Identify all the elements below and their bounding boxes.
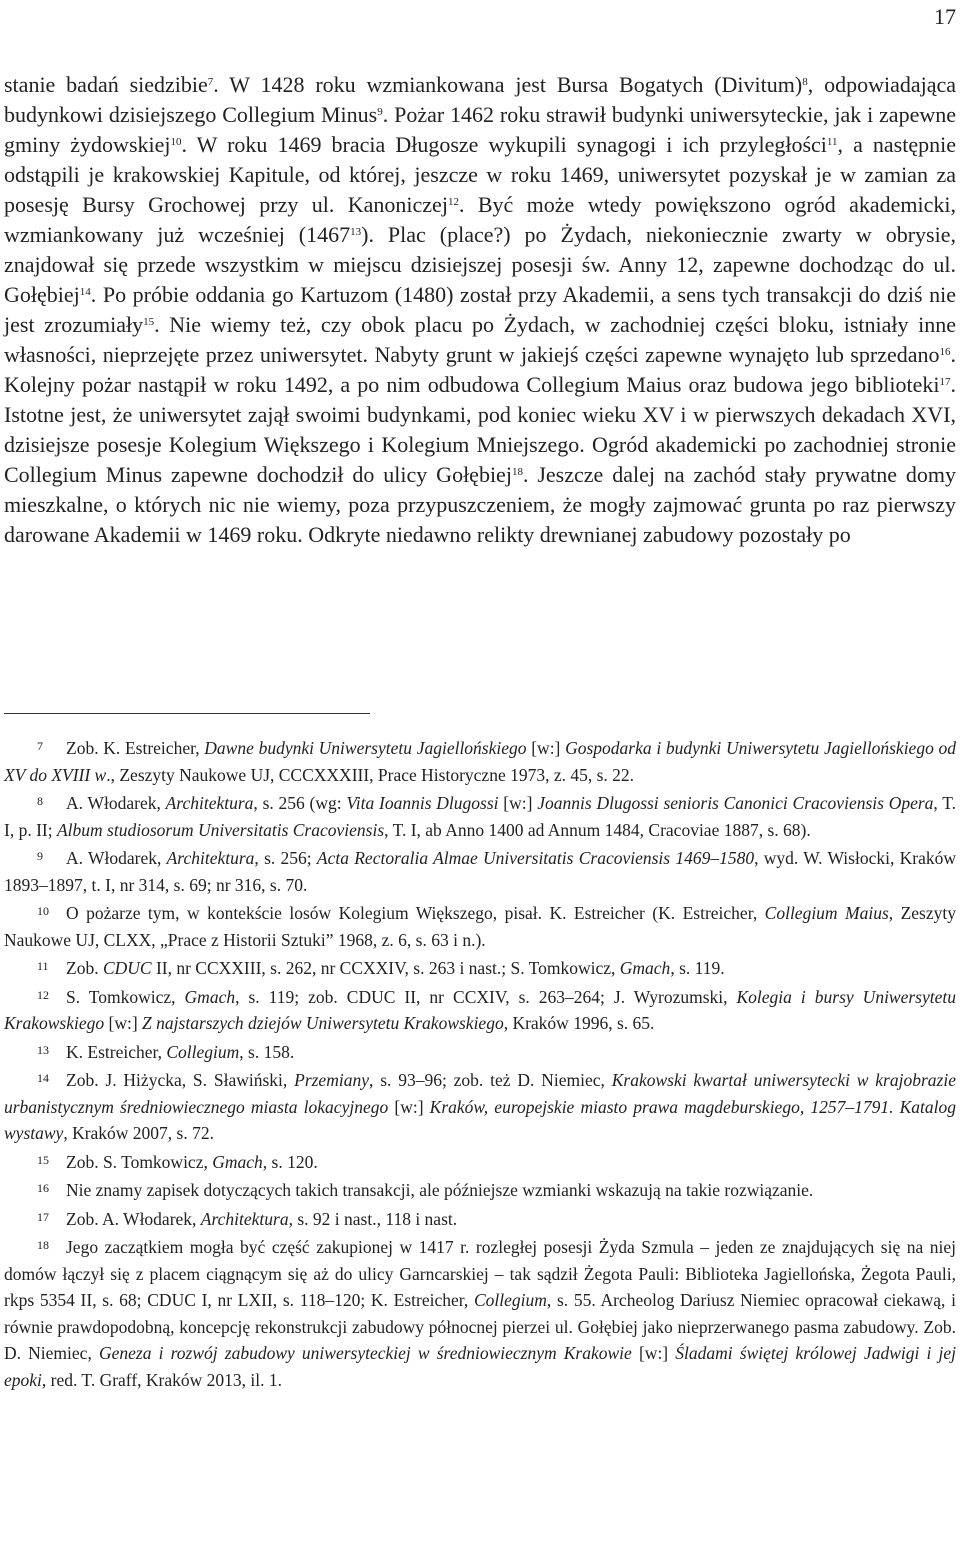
footnote-text: , s. 55. Archeolog Dariusz Niemiec opracował ciekawą, i równie prawdopodobną, koncepcję rekonstrukcji zabudowy północnej pierzei ul. Gołębiej jako nieprzerwanego pasma zabudowy. Zob. D. Niemiec, [4, 1290, 957, 1363]
footnote-text: Jego zaczątkiem mogła być część zakupionej w 1417 r. rozległej posesji Żyda Szmula – jeden ze znajdujących się na niej domów łączył się z placem ciągnącym się aż do ulicy Garncarskiej – tak sądził Żegota Pauli: Biblioteka Jagiellońska, Żegota Pauli, rkps 5354 II, s. 68; CDUC I, nr LXII, s. 118–120; K. Estreicher, [4, 1237, 956, 1310]
footnote-title: Z najstarszych dziejów Uniwersytetu Krakowskiego [142, 1013, 504, 1033]
footnote-title: Kraków, europejskie miasto prawa magdeburskiego, 1257–1791. Katalog wystawy [4, 1096, 956, 1143]
footnote-number: 9 [37, 849, 43, 863]
footnote-16 [4, 1175, 956, 1204]
footnote-number: 12 [37, 987, 49, 1002]
footnote-text: , s. 119; zob. CDUC II, nr CCXIV, s. 263–264; J. Wyrozumski, [235, 986, 737, 1007]
footnote-text: , s. 93–96; zob. też D. Niemiec, [368, 1070, 612, 1090]
footnote-text: [w:] [104, 1013, 143, 1033]
footnote-title: CDUC [102, 958, 152, 978]
footnote-text: Zob. [66, 958, 103, 978]
body-text-segment: , odpowiadająca budynkowi dzisiejszego Collegium Minus [4, 72, 956, 127]
footnote-reference: 14 [79, 286, 91, 298]
footnote-17 [4, 1204, 956, 1233]
footnote-title: Przemiany [294, 1070, 369, 1090]
footnote-title: Dawne budynki Uniwersytetu Jagiellońskiego [204, 738, 527, 758]
footnote-number: 17 [37, 1209, 49, 1224]
footnote-title: Album studiosorum Universitatis Cracoviensis [56, 819, 385, 840]
footnote-title: Architektura [200, 1208, 289, 1229]
footnote-text: A. Włodarek, [66, 848, 167, 868]
footnote-reference: 16 [939, 346, 951, 358]
footnote-15 [4, 1147, 956, 1176]
footnote-text: ., Zeszyty Naukowe UJ, CCCXXXIII, Prace Historyczne 1973, z. 45, s. 22. [106, 764, 635, 785]
footnote-title: Śladami świętej królowej Jadwigi i jej epoki [4, 1343, 956, 1390]
footnote-text: , wyd. W. Wisłocki, Kraków 1893–1897, t. I, nr 314, s. 69; nr 316, s. 70. [4, 848, 956, 895]
footnote-text: [w:] [526, 738, 566, 758]
page-number: 17 [934, 4, 956, 29]
footnote-text: , s. 120. [262, 1151, 318, 1172]
footnote-title: Collegium [166, 1041, 240, 1062]
footnote-text: O pożarze tym, w kontekście losów Kolegium Większego, pisał. K. Estreicher (K. Estreicher, [66, 903, 765, 923]
footnote-text: , Zeszyty Naukowe UJ, CLXX, „Prace z Historii Sztuki” 1968, z. 6, s. 63 i n.). [4, 903, 957, 950]
footnote-text: [w:] [631, 1343, 676, 1363]
footnote-reference: 18 [511, 466, 523, 478]
footnote-title: Vita Ioannis Dlugossi [346, 793, 499, 813]
footnote-reference: 15 [143, 316, 155, 328]
footnote-text: , Kraków 1996, s. 65. [503, 1013, 655, 1033]
footnote-number: 13 [37, 1042, 49, 1057]
footnote-18 [4, 1232, 956, 1393]
footnote-text: , s. 92 i nast., 118 i nast. [288, 1208, 458, 1229]
footnote-text: A. Włodarek, [66, 793, 166, 813]
footnote-14 [4, 1065, 956, 1147]
footnote-title: Gmach [619, 958, 671, 978]
footnote-text: , red. T. Graff, Kraków 2013, il. 1. [41, 1369, 282, 1390]
body-text-segment: . Jeszcze dalej na zachód stały prywatne domy mieszkalne, o których nic nie wiemy, poza przypuszczeniem, że mogły zajmować grunta po raz pierwszy darowane Akademii w 1469 roku. Odkryte niedawno relikty drewnianej zabudowy pozostały po [4, 462, 956, 547]
footnote-title: Architektura [166, 848, 255, 868]
footnote-reference: 9 [377, 106, 383, 118]
body-text-segment: . Kolejny pożar nastąpił w roku 1492, a po nim odbudowa Collegium Maius oraz budowa jego biblioteki [4, 342, 956, 397]
footnote-reference: 8 [802, 76, 808, 88]
footnote-title: Krakowski kwartał uniwersytecki w krajobrazie urbanistycznym średniowiecznego miasta lokacyjnego [4, 1070, 956, 1117]
footnote-title: Joannis Dlugossi senioris Canonici Cracoviensis Opera [537, 793, 934, 813]
footnote-text: Zob. J. Hiżycka, S. Sławiński, [66, 1070, 295, 1090]
footnote-title: Gmach [212, 1151, 263, 1172]
footnote-text: Zob. A. Włodarek, [66, 1208, 201, 1229]
body-text-segment: . Być może wtedy powiększono ogród akademicki, wzmiankowany już wcześniej (1467 [4, 192, 956, 247]
footnote-reference: 11 [826, 136, 838, 148]
footnote-text: K. Estreicher, [66, 1041, 167, 1062]
footnote-11 [4, 953, 956, 982]
footnote-text: , T. I, p. II; [4, 793, 957, 840]
footnote-number: 18 [37, 1238, 49, 1252]
footnote-text: [w:] [388, 1096, 430, 1117]
footnote-text: Nie znamy zapisek dotyczących takich transakcji, ale późniejsze wzmianki wskazują na takie rozwiązanie. [66, 1180, 814, 1200]
footnote-number: 16 [37, 1181, 49, 1195]
footnote-reference: 13 [350, 226, 362, 238]
footnote-text: , s. 158. [239, 1041, 295, 1062]
footnote-text: [w:] [498, 793, 538, 813]
footnote-reference: 12 [447, 196, 459, 208]
body-text-segment: . Po próbie oddania go Kartuzom (1480) został przy Akademii, a sens tych transakcji do dziś nie jest zrozumiały [4, 282, 956, 337]
footnote-number: 8 [37, 794, 43, 808]
footnote-text: , T. I, ab Anno 1400 ad Annum 1484, Cracoviae 1887, s. 68). [384, 819, 811, 840]
footnote-text: , s. 256 (wg: [253, 793, 347, 813]
body-paragraph [4, 70, 956, 550]
footnote-number: 11 [37, 959, 49, 973]
footnote-title: Geneza i rozwój zabudowy uniwersyteckiej w średniowiecznym Krakowie [98, 1343, 632, 1363]
footnote-reference: 7 [207, 76, 214, 88]
footnote-title: Gmach [184, 986, 236, 1007]
body-text-segment: . Pożar 1462 roku strawił budynki uniwersyteckie, jak i zapewne gminy żydowskiej [4, 102, 956, 157]
footnote-title: Gospodarka i budynki Uniwersytetu Jagiellońskiego od XV do XVIII w [4, 738, 957, 785]
footnote-text: II, nr CCXXIII, s. 262, nr CCXXIV, s. 263 i nast.; S. Tomkowicz, [151, 958, 620, 978]
footnote-7 [4, 733, 956, 788]
footnote-text: , Kraków 2007, s. 72. [63, 1123, 214, 1143]
body-text-segment: ). Plac (place?) po Żydach, niekoniecznie zwarty w obrysie, znajdował się przede wszystkim w miejscu dzisiejszej posesji św. Anny 12, zapewne dochodząc do ul. Gołębiej [4, 222, 956, 307]
footnote-number: 14 [37, 1071, 49, 1085]
footnote-reference: 10 [170, 136, 182, 148]
footnote-title: Collegium [473, 1290, 547, 1310]
footnote-number: 15 [37, 1152, 49, 1167]
footnote-title: Collegium Maius [764, 903, 889, 923]
footnote-reference: 17 [939, 376, 951, 388]
footnote-title: Architektura [165, 793, 254, 813]
footnote-number: 10 [37, 904, 49, 918]
body-text-segment: . W roku 1469 bracia Długosze wykupili synagogi i ich przyległości [181, 132, 827, 157]
footnote-10 [4, 898, 956, 953]
footnotes-section [4, 733, 956, 1393]
footnote-text: Zob. S. Tomkowicz, [66, 1151, 213, 1172]
body-text-segment: . Nie wiemy też, czy obok placu po Żydach, w zachodniej części bloku, istniały inne własności, nieprzejęte przez uniwersytet. Nabyty grunt w jakiejś części zapewne wynajęto lub sprzedano [4, 312, 956, 367]
footnote-text: Zob. K. Estreicher, [66, 738, 205, 758]
footnote-text: , s. 256; [254, 848, 317, 868]
body-text-segment: , a następnie odstąpili je krakowskiej Kapitule, od której, jeszcze w roku 1469, uniwersytet pozyskał je w zamian za posesję Bursy Grochowej przy ul. Kanoniczej [4, 132, 956, 217]
footnote-8 [4, 788, 956, 843]
footnote-title: Kolegia i bursy Uniwersytetu Krakowskiego [4, 986, 956, 1033]
footnote-text: S. Tomkowicz, [66, 986, 185, 1007]
footnote-text: , s. 119. [670, 958, 725, 978]
body-text-segment: stanie badań siedzibie [4, 72, 208, 97]
footnote-9 [4, 843, 956, 898]
footnote-13 [4, 1037, 956, 1066]
footnote-12 [4, 982, 956, 1037]
footnote-title: Acta Rectoralia Almae Universitatis Cracoviensis 1469–1580 [316, 848, 755, 868]
footnote-number: 7 [37, 739, 43, 753]
footnote-separator [4, 713, 370, 714]
body-text-segment: . Istotne jest, że uniwersytet zajął swoimi budynkami, pod koniec wieku XV i w pierwszych dekadach XVI, dzisiejsze posesje Kolegium Większego i Kolegium Mniejszego. Ogród akademicki po zachodniej stronie Collegium Minus zapewne dochodził do ulicy Gołębiej [4, 372, 956, 487]
body-text-segment: . W 1428 roku wzmiankowana jest Bursa Bogatych (Divitum) [213, 72, 803, 97]
